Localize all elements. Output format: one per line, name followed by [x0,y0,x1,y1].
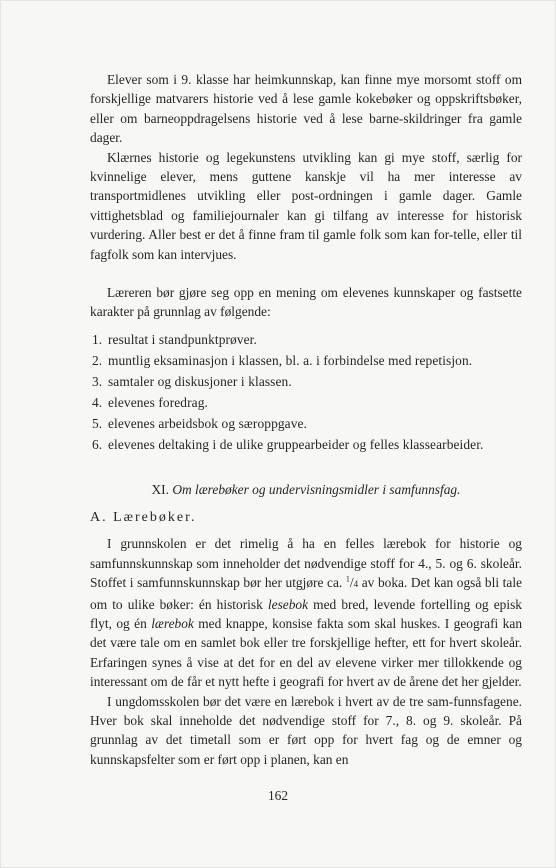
text-run: med knappe, konsise fakta som skal huskes. I geografi kan det være tale om en samlet bok eller tre forskjellige hefter, ett for hvert skoleår. Erfaringen synes å vise at det for en del av elevene virker mer tillokkende og interessant om de får et nytt hefte i geografi for hvert av de årene det her gjelder. [90,615,523,690]
list-item-text: elevenes arbeidsbok og særoppgave. [108,415,307,431]
paragraph-home-economics: Elever som i 9. klasse har heimkunnskap, kan finne mye morsomt stoff om forskjellige matvarers historie ved å lese gamle kokebøker og oppskriftsbøker, eller om barneoppdragelsens historie ved å lese barne-skildringer fra gamle dager. [90,72,522,146]
emphasis-lesebok: lesebok [267,596,309,612]
list-item-text: muntlig eksaminasjon i klassen, bl. a. i forbindelse med repetisjon. [108,352,473,368]
list-item [90,371,522,392]
list-item-number: 5. [92,415,103,431]
subsection-title: Lærebøker. [113,510,197,526]
list-item-text: samtaler og diskusjoner i klassen. [108,373,292,389]
text-run: I grunnskolen er det rimelig å ha en felles lærebok for historie og samfunnskunnskap som inneholder det nødvendige stoff for 4., 5. og 6. skoleår. Stoffet i samfunnskunnskap bør her utgjøre ca. [90,536,522,591]
paragraph-clothing-history: Klærnes historie og legekunstens utvikling kan gi mye stoff, særlig for kvinnelige elever, mens guttene kanskje vil ha mer interesse av transportmidlenes utvikling eller post-ordningen i gamle dager. Gamle vittighetsblad og familiejournaler kan gi tilfang av interesse for historisk vurdering. Aller best er det å finne fram til gamle folk som kan for-telle, eller til fagfolk som kan intervjues. [90,149,522,262]
text-run: med bred, levende fortelling og episk flyt, og én [90,596,522,631]
list-item-text: elevenes foredrag. [108,394,208,410]
page-body [90,70,522,769]
section-heading [90,480,522,499]
list-item-number: 4. [92,394,103,410]
list-item-text: elevenes deltaking i de ulike gruppearbeider og felles klassearbeider. [108,436,484,452]
paragraph-primary-textbooks: I grunnskolen er det rimelig å ha en felles lærebok for historie og samfunnskunnskap som inneholder det nødvendige stoff for 4., 5. og 6. skoleår. Stoffet i samfunnskunnskap bør her utgjøre ca. $^1$/4 av boka. Det kan også bli tale om to ulike bøker: én historisk lesebok med bred, levende fortelling og episk flyt, og én lærebok med knappe, konsise fakta som skal huskes. I geografi kan det være tale om en samlet bok eller tre forskjellige hefter, ett for hvert skoleår. Erfaringen synes å vise at det for en del av elevene virker mer tillokkende og interessant om de får et nytt hefte i geografi for hvert av de årene det her gjelder. [90,536,523,690]
page-number: 162 [267,788,289,803]
list-item [90,329,522,350]
list-item-number: 2. [92,352,103,368]
fraction-denominator: 4 [353,579,359,590]
section-number: XI. [151,481,169,497]
text-run: av boka. Det kan også bli tale om to ulike bøker: én historisk [90,575,522,612]
subsection-label: A. [90,510,108,526]
fraction-numerator: 1 [345,574,350,584]
list-item [90,434,522,455]
list-item [90,413,522,434]
list-item-number: 3. [92,373,103,389]
list-item [90,392,522,413]
list-item-number: 1. [92,331,103,347]
subsection-heading [90,508,522,528]
list-item [90,350,522,371]
assessment-list [90,329,522,455]
list-item-text: resultat i standpunktprøver. [108,331,257,347]
emphasis-laerebok: lærebok [151,615,194,631]
paragraph-lower-secondary-textbooks: I ungdomsskolen bør det være en lærebok i hvert av de tre sam-funnsfagene. Hver bok skal inneholde det nødvendige stoff for 7., 8. og 9. skoleår. På grunnlag av det timetall som er ført opp for hvert fag og de emner og kunnskapsfelter som er ført opp i planen, kan en [90,693,522,767]
section-title: Om lærebøker og undervisningsmidler i samfunnsfag. [172,481,461,497]
list-item-number: 6. [92,436,103,452]
paragraph-assessment-intro: Læreren bør gjøre seg opp en mening om elevenes kunnskaper og fastsette karakter på grunnlag av følgende: [90,285,522,320]
